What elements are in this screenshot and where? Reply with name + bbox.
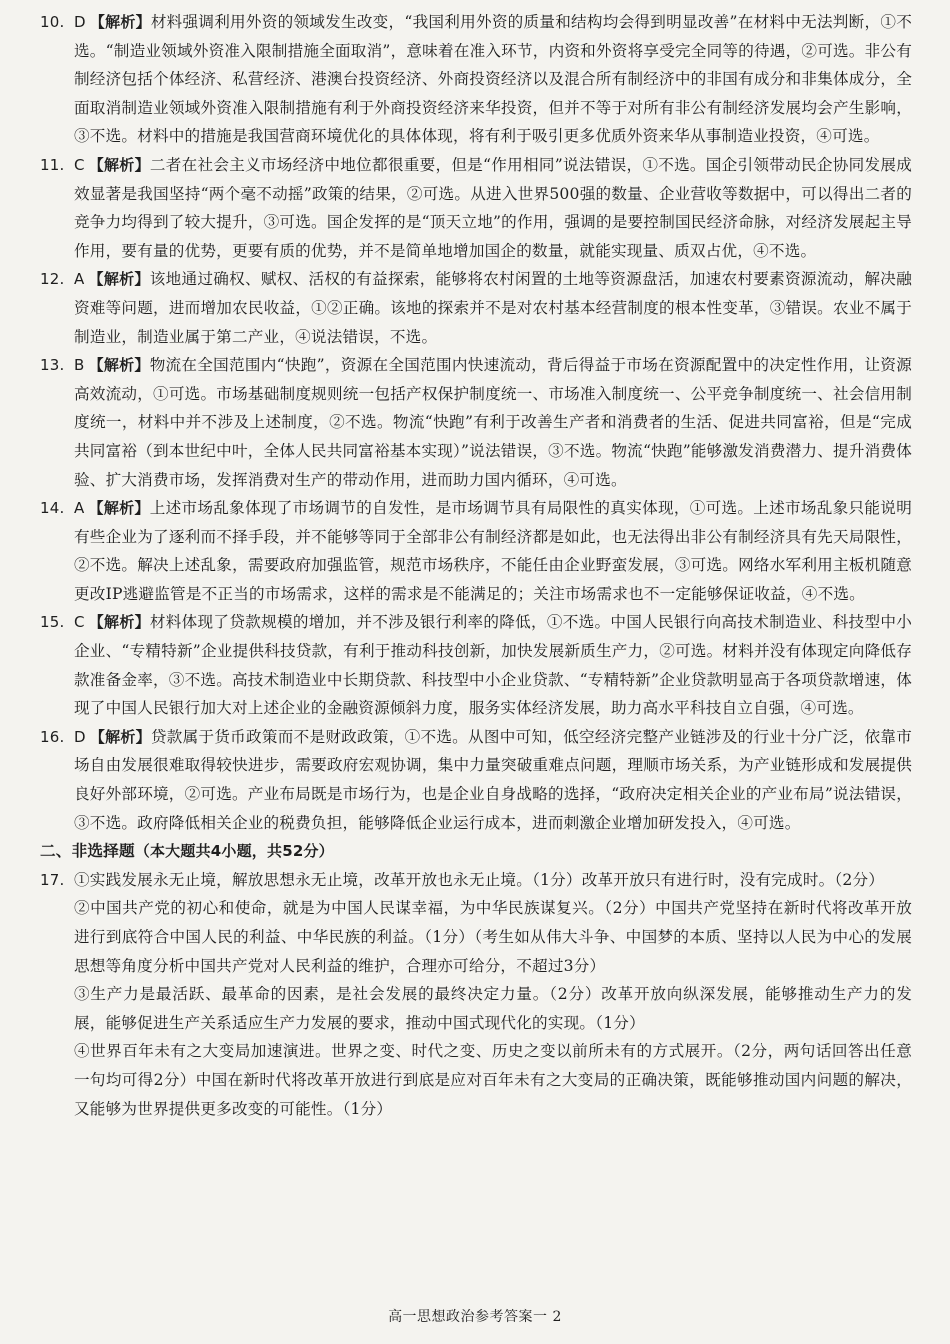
question-number: 12. [40, 270, 65, 289]
analysis-text: 物流在全国范围内“快跑”，资源在全国范围内快速流动，背后得益于市场在资源配置中的决定性作用，让资源高效流动，①可选。市场基础制度规则统一包括产权保护制度统一、市场准入制度统一、公平竞争制度统一、社会信用制度统一，材料中并不涉及上述制度，②不选。物流“快跑”有利于改善生产者和消费者的生活、促进共同富裕，但是“完成共同富裕（到本世纪中叶，全体人民共同富裕基本实现）”说法错误，③不选。物流“快跑”能够激发消费潜力、提升消费体验、扩大消费市场，发挥消费对生产的带动作用，进而助力国内循环，④可选。 [74, 356, 912, 489]
analysis-text: 贷款属于货币政策而不是财政政策，①不选。从图中可知，低空经济完整产业链涉及的行业十分广泛，依靠市场自由发展很难取得较快进步，需要政府宏观协调，集中力量突破重难点问题，理顺市场关系，为产业链形成和发展提供良好外部环境，②可选。产业布局既是市场行为，也是企业自身战略的选择，“政府决定相关企业的产业布局”说法错误，③不选。政府降低相关企业的税费负担，能够降低企业运行成本，进而刺激企业增加研发投入，④可选。 [74, 727, 912, 832]
question-number: 17. [40, 870, 65, 889]
answer-letter: C [74, 613, 85, 632]
answer-letter: D [74, 13, 86, 31]
answer-item-17 [40, 866, 912, 1123]
analysis-tag: 【解析】 [88, 613, 150, 632]
analysis-text: 材料体现了贷款规模的增加，并不涉及银行利率的降低，①不选。中国人民银行向高技术制造业、科技型中小企业、“专精特新”企业提供科技贷款，有利于推动科技创新，加快发展新质生产力，②可选。材料并没有体现定向降低存款准备金率，③不选。高技术制造业中长期贷款、科技型中小企业贷款、“专精特新”企业贷款明显高于各项贷款增速，体现了中国人民银行加大对上述企业的金融资源倾斜力度，服务实体经济发展，助力高水平科技自立自强，④可选。 [74, 613, 912, 718]
q17-point-2: ②中国共产党的初心和使命，就是为中国人民谋幸福，为中华民族谋复兴。（2分）中国共产党坚持在新时代将改革开放进行到底符合中国人民的利益、中华民族的利益。（1分）（考生如从伟大斗争、中国梦的本质、坚持以人民为中心的发展思想等角度分析中国共产党对人民利益的维护，合理亦可给分，不超过3分） [74, 899, 912, 975]
answer-letter: D [74, 727, 86, 746]
section-title: 二、非选择题 [40, 842, 135, 861]
answer-item-11 [40, 151, 912, 265]
analysis-tag: 【解析】 [89, 727, 151, 746]
analysis-tag: 【解析】 [88, 499, 150, 518]
answer-item-12 [40, 265, 912, 351]
answer-content [40, 8, 912, 1123]
analysis-text: 该地通过确权、赋权、活权的有益探索，能够将农村闲置的土地等资源盘活，加速农村要素资源流动，解决融资难等问题，进而增加农民收益，①②正确。该地的探索并不是对农村基本经营制度的根本性变革，③错误。农业不属于制造业，制造业属于第二产业，④说法错误，不选。 [74, 270, 912, 346]
answer-letter: A [74, 270, 85, 289]
question-number: 15. [40, 613, 65, 632]
section-note: （本大题共4小题，共52分） [134, 842, 334, 861]
q17-point-1: ①实践发展永无止境，解放思想永无止境，改革开放也永无止境。（1分）改革开放只有进行时，没有完成时。（2分） [74, 870, 885, 889]
answer-item-13 [40, 351, 912, 494]
answer-letter: C [74, 155, 85, 174]
question-number: 16. [40, 727, 65, 746]
q17-point-3: ③生产力是最活跃、最革命的因素，是社会发展的最终决定力量。（2分）改革开放向纵深发展，能够推动生产力的发展，能够促进生产关系适应生产力发展的要求，推动中国式现代化的实现。（1分） [74, 985, 912, 1032]
analysis-text: 二者在社会主义市场经济中地位都很重要，但是“作用相同”说法错误，①不选。国企引领带动民企协同发展成效显著是我国坚持“两个毫不动摇”政策的结果，②可选。从进入世界500强的数量、企业营收等数据中，可以得出二者的竞争力均得到了较大提升，③可选。国企发挥的是“顶天立地”的作用，强调的是要控制国民经济命脉，对经济发展起主导作用，要有量的优势，更要有质的优势，并不是简单地增加国企的数量，就能实现量、质双占优，④不选。 [74, 155, 912, 260]
answer-item-15 [40, 608, 912, 722]
question-number: 13. [40, 356, 65, 375]
analysis-tag: 【解析】 [88, 356, 150, 375]
analysis-text: 上述市场乱象体现了市场调节的自发性，是市场调节具有局限性的真实体现，①可选。上述市场乱象只能说明有些企业为了逐利而不择手段，并不能够等同于全部非公有制经济都是如此，也无法得出非公有制经济具有先天局限性，②不选。解决上述乱象，需要政府加强监管，规范市场秩序，不能任由企业野蛮发展，③可选。网络水军利用主板机随意更改IP逃避监管是不正当的市场需求，这样的需求是不能满足的；关注市场需求也不一定能够保证收益，④不选。 [74, 499, 912, 603]
answer-item-10 [40, 8, 912, 151]
section-heading [40, 837, 912, 866]
answer-letter: B [74, 356, 85, 375]
answer-item-16 [40, 723, 912, 837]
analysis-tag: 【解析】 [88, 155, 150, 174]
analysis-tag: 【解析】 [88, 270, 150, 289]
analysis-tag: 【解析】 [89, 13, 151, 31]
q17-point-4: ④世界百年未有之大变局加速演进。世界之变、时代之变、历史之变以前所未有的方式展开。（2分，两句话回答出任意一句均可得2分）中国在新时代将改革开放进行到底是应对百年未有之大变局的正确决策，既能够推动国内问题的解决，又能够为世界提供更多改变的可能性。（1分） [74, 1042, 912, 1118]
question-number: 10. [40, 13, 65, 31]
page-footer: 高一思想政治参考答案一 2 [388, 1309, 562, 1325]
analysis-text: 材料强调利用外资的领域发生改变，“我国利用外资的质量和结构均会得到明显改善”在材料中无法判断，①不选。“制造业领域外资准入限制措施全面取消”，意味着在准入环节，内资和外资将享受完全同等的待遇，②可选。非公有制经济包括个体经济、私营经济、港澳台投资经济、外商投资经济以及混合所有制经济中的非国有成分和非集体成分，全面取消制造业领域外资准入限制措施有利于外商投资经济来华投资，但并不等于对所有非公有制经济发展均会产生影响，③不选。材料中的措施是我国营商环境优化的具体体现，将有利于吸引更多优质外资来华从事制造业投资，④可选。 [74, 13, 912, 146]
question-number: 11. [40, 155, 65, 174]
question-number: 14. [40, 499, 65, 518]
answer-letter: A [74, 499, 85, 518]
answer-item-14 [40, 494, 912, 608]
